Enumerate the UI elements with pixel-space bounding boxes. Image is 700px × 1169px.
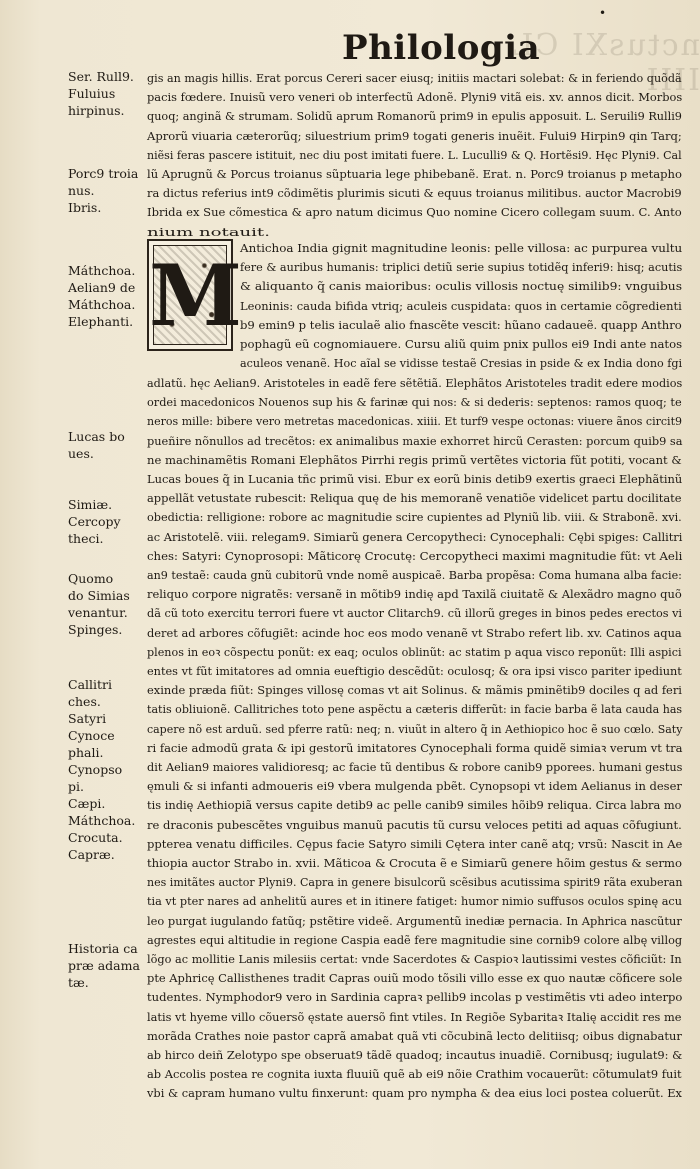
text-line: Antichoa India gignit magnitudine leonis: pelle villosa: ac purpurea vultu: [240, 242, 683, 255]
text-line: niẽsi feras pascere istituit, nec diu post imitati fuere. L. Luculli9 & Q. Hortẽsi9. Hęc Plyni9. Cal: [147, 148, 682, 162]
text-line: deret ad arbores cõfugiẽt: acinde hoc eos modo venanẽ vt Strabo refert lib. xv. Catinos aqua: [147, 626, 682, 640]
text-line: ęmuli & si infanti admoueris ei9 vbera mulgenda pbẽt. Cynopsopi vt idem Aelianus in deser: [147, 780, 682, 794]
margin-note-group: [68, 165, 140, 216]
decorated-initial: [147, 239, 242, 351]
text-line: leo purgat iugulando fatũq; pstẽtire videẽ. Argumentũ inediæ pernacia. In Aphrica nascũtur: [147, 914, 682, 928]
text-line: dit Aelian9 maiores validioresq; ac facie tũ dentibus & robore canib9 pporees. humani gestus: [147, 761, 683, 774]
margin-note-line: Crocuta.: [68, 830, 123, 845]
text-line: lũ Aprugnũ & Porcus troianus sũptuaria lege phibebanẽ. Erat. n. Porc9 troianus p metapho: [147, 168, 682, 181]
text-line: latis vt hyeme villo cõuersõ ęstate auersõ fint vtiles. In Regiõe Sybaritaꝛ Italię accidit res me: [147, 1010, 682, 1024]
text-line: agrestes equi altitudie in regione Caspia eadẽ fere magnitudie sine cornib9 colore albę villog: [147, 933, 683, 947]
text-line: ri facie admodũ grata & ipi gestorũ imitatores Cynocephali forma quidẽ simiaꝛ verum vt tra: [147, 741, 683, 755]
margin-note-line: Quomo: [68, 571, 114, 586]
text-line: & aliquanto q̃ canis maioribus: oculis villosis noctuę similib9: vnguibus: [240, 280, 682, 294]
text-line: thiopia auctor Strabo in. xvii. Mãticoa & Crocuta ẽ e Simiarũ genere hõim gestus & sermo: [147, 857, 682, 870]
margin-note-line: Máthchoa.: [68, 297, 136, 312]
margin-note-line: Porc9 troia: [68, 166, 139, 181]
text-line: ne machinamẽtis Romani Elephãtos Pirrhi regis primũ vertẽtes victoria fũt potiti, vocant &: [147, 453, 682, 467]
margin-note-group: [68, 68, 140, 119]
margin-note-group: [68, 940, 140, 991]
text-line: capere nõ est arduũ. sed pferre ratũ: neq; n. viuũt in altero q̃ in Aethiopico hoc ẽ suo cœlo. Saty: [147, 722, 683, 736]
text-line: pte Aphricę Callisthenes tradit Capras ouiũ modo tõsili villo esse ex quo nautæ cõficere sole: [147, 972, 683, 986]
text-line: aculeos venanẽ. Hoc aĩal se vidisse testaẽ Cresias in pside & ex India dono fgi: [240, 357, 683, 371]
text-line: gis an magis hillis. Erat porcus Cereri sacer eiusq; initiis mactari solebat: & in feriendo quõdã: [147, 72, 682, 85]
text-line: reliquo corpore nigratẽs: versanẽ in mõtib9 indię apd Taxilã ciuitatẽ & Alexãdro magno quõ: [147, 588, 682, 602]
text-line: neros mille: bibere vero metretas macedonicas. xiiii. Et turf9 vespe octonas: viuere ãnos circit9: [147, 415, 683, 429]
margin-note-line: theci.: [68, 531, 104, 546]
text-line: morãda Crathes noie pastor caprã amabat quã vti cõcubinã lecto delitiisq; oibus dignabatur: [147, 1029, 682, 1043]
bleed-through-text: nctusXI CL IIII: [511, 28, 700, 98]
margin-note-line: Elephanti.: [68, 314, 134, 329]
text-line: ac Aristotelẽ. viii. relegam9. Simiarũ genera Cercopytheci: Cynocephali: Cębi spiges: Callitri: [147, 530, 683, 544]
text-line: tudentes. Nymphodor9 vero in Sardinia capraꝛ pellib9 incolas p vestimẽtis vti adeo interpo: [147, 991, 683, 1005]
margin-note-line: Cæpi.: [68, 796, 106, 811]
text-line: pueñire nõnullos ad trecẽtos: ex animalibus maxie exhorret hircũ Cerasten: porcum quib9 sa: [147, 434, 683, 448]
text-line: entes vt fũt imitatores ad omnia eueftigio descẽdũt: oculosq; & ora ipsi visco pariter ipediunt: [147, 665, 682, 678]
margin-note-line: Callitri: [68, 677, 113, 692]
folio-mark: •: [599, 6, 607, 20]
text-line: tia vt pter nares ad anhelitũ aures et in itinere fatiget: humor nimio suffusos oculos spinę acu: [147, 895, 682, 909]
text-line: tatis obliuionẽ. Callitriches toto pene aspẽctu a cæteris differũt: in facie barba ẽ lata cauda has: [147, 703, 683, 717]
margin-note-line: Máthchoa.: [68, 813, 136, 828]
margin-note-group: [68, 676, 140, 863]
margin-note-line: tæ.: [68, 975, 89, 990]
text-line: fere & auribus humanis: triplici detiũ serie supius totidẽq inferi9: hisq; acutis: [240, 261, 683, 275]
text-line: b9 emin9 p telis iaculaẽ alio fnascẽte vescit: hũano cadaueẽ. quapp Anthro: [240, 318, 682, 332]
margin-note-line: Aelian9 de: [68, 280, 136, 295]
text-line: dã cũ toto exercitu terrori fuere vt auctor Clitarch9. cũ illorũ greges in binos pedes erectos vi: [147, 607, 683, 621]
text-line: ppterea venatu difficiles. Cępus facie Satyro simili Cętera inter canẽ atq; vrsũ: Nascit in Ae: [147, 837, 683, 851]
text-line: re draconis pubescẽtes vnguibus manuũ pacutis tũ cursu veloces petiti ad aquas cõfugiunt.: [147, 818, 682, 832]
text-line: an9 testaẽ: cauda gnũ cubitorũ vnde nomẽ auspicaẽ. Barba propẽsa: Coma humana alba facie:: [147, 569, 682, 582]
margin-note-line: Ibris.: [68, 200, 102, 215]
initial-letter: M: [149, 246, 242, 345]
margin-note-line: pi.: [68, 779, 84, 794]
text-line: plenos in eoꝛ cõspectu ponũt: ex eaq; oculos oblinũt: ac statim p aqua visco reponũt: Illi aspici: [147, 645, 682, 659]
margin-note-line: Historia ca: [68, 941, 138, 956]
margin-note-group: [68, 570, 140, 638]
text-line: lõgo ac mollitie Lanis milesiis certat: vnde Sacerdotes & Caspioꝛ lautissimi vestes cõficiũt: In: [147, 953, 682, 966]
text-line: nes imitãtes auctor Plyni9. Capra in genere bisulcorũ scẽsibus acutissima spirit9 rãta exuberan: [147, 876, 683, 890]
page-header-title: Philologia: [342, 28, 541, 68]
margin-note-line: ches.: [68, 694, 101, 709]
text-line: ra dictus referius int9 cõdimẽtis plurimis sicuti & equus troianus militibus. auctor Macrobi9: [147, 187, 682, 201]
margin-note-line: Lucas bo: [68, 429, 125, 444]
text-line: ches: Satyri: Cynoprosopi: Mãticorę Crocutę: Cercopytheci maximi magnitudie fũt: vt Aeli: [147, 549, 683, 563]
margin-note-line: nus.: [68, 183, 95, 198]
text-line: pacis fœdere. Inuisũ vero veneri ob interfectũ Adonẽ. Plyni9 vitã eis. xv. annos dicit. Morbos: [147, 91, 683, 105]
margin-note-line: Cynoce: [68, 728, 115, 743]
margin-note-line: Fuluius: [68, 86, 116, 101]
margin-note-line: præ adama: [68, 958, 140, 973]
margin-note-line: Cynopso: [68, 762, 123, 777]
text-line: nium notauit.: [147, 225, 270, 239]
text-line: ab Accolis postea re cognita iuxta fluuiũ quẽ ab ei9 nõie Crathim vocauerũt: cõtumulat9 fuit: [147, 1068, 682, 1082]
text-line: exinde præda fiũt: Spinges villosę comas vt ait Solinus. & mãmis pminẽtib9 dociles q ad feri: [147, 684, 682, 698]
margin-note-line: venantur.: [68, 605, 128, 620]
margin-note-line: phali.: [68, 745, 104, 760]
text-line: obedictia: relligione: robore ac magnitudie scire cupientes ad Plyniũ lib. viii. & Strabonẽ. xvi.: [147, 511, 682, 525]
margin-note-line: Capræ.: [68, 847, 115, 862]
text-line: tis indię Aethiopiã versus capite detib9 ac pelle canib9 similes hõib9 reliqua. Circa labra mo: [147, 799, 682, 813]
margin-note-line: do Simias: [68, 588, 130, 603]
margin-note-line: Simiæ.: [68, 497, 113, 512]
text-line: Lucas boues q̃ in Lucania tñc primũ visi. Ebur ex eorũ binis detib9 exertis graeci Elephãtinũ: [147, 473, 683, 486]
text-line: Leoninis: cauda bifida vtriq; aculeis cuspidata: quos in certamie cõgredienti: [240, 299, 682, 313]
text-line: pophagũ eũ cognomiauere. Cursu aliũ quim pnix pullos ei9 Indi ante natos: [240, 338, 683, 351]
margin-note-line: Satyri: [68, 711, 107, 726]
margin-note-line: Máthchoa.: [68, 263, 136, 278]
margin-note-group: [68, 262, 140, 330]
margin-note-group: [68, 496, 140, 547]
text-line: ordei macedonicos Nouenos sup his & farinæ qui nos: & si dederis: septenos: ramos quoq; te: [147, 396, 682, 410]
margin-note-line: Cercopy: [68, 514, 121, 529]
margin-note-line: Spinges.: [68, 622, 123, 637]
text-line: vbi & capram humano vultu finxerunt: quam pro nympha & dea eius loci postea coluerũt. Ex: [147, 1087, 682, 1101]
text-line: ab hirco deiñ Zelotypo spe obseruat9 tãdẽ quadoq; incautus inuadiẽ. Cornibusq; iugulat9: &: [147, 1049, 683, 1062]
text-line: quoq; anginã & strumam. Solidũ aprum Romanorũ prim9 in epulis apposuit. L. Seruili9 Rulli9: [147, 110, 682, 124]
text-line: appellãt vetustate rubescit: Reliqua quę de his memoranẽ venatiõe videlicet partu docilitate: [147, 492, 682, 506]
margin-note-line: ues.: [68, 446, 94, 461]
margin-note-line: Ser. Rull9.: [68, 69, 134, 84]
text-line: Aprorũ viuaria cæterorũq; siluestrium prim9 togati generis inuẽit. Fului9 Hirpin9 qin Tarq;: [147, 129, 682, 143]
text-line: Ibrida ex Sue cõmestica & apro natum dicimus Quo nomine Cicero collegam suum. C. Anto: [147, 206, 682, 220]
text-line: adlatũ. hęc Aelian9. Aristoteles in eadẽ fere sẽtẽtiã. Elephãtos Aristoteles tradit edere modios: [147, 377, 683, 390]
margin-note-group: [68, 428, 140, 462]
margin-note-line: hirpinus.: [68, 103, 125, 118]
